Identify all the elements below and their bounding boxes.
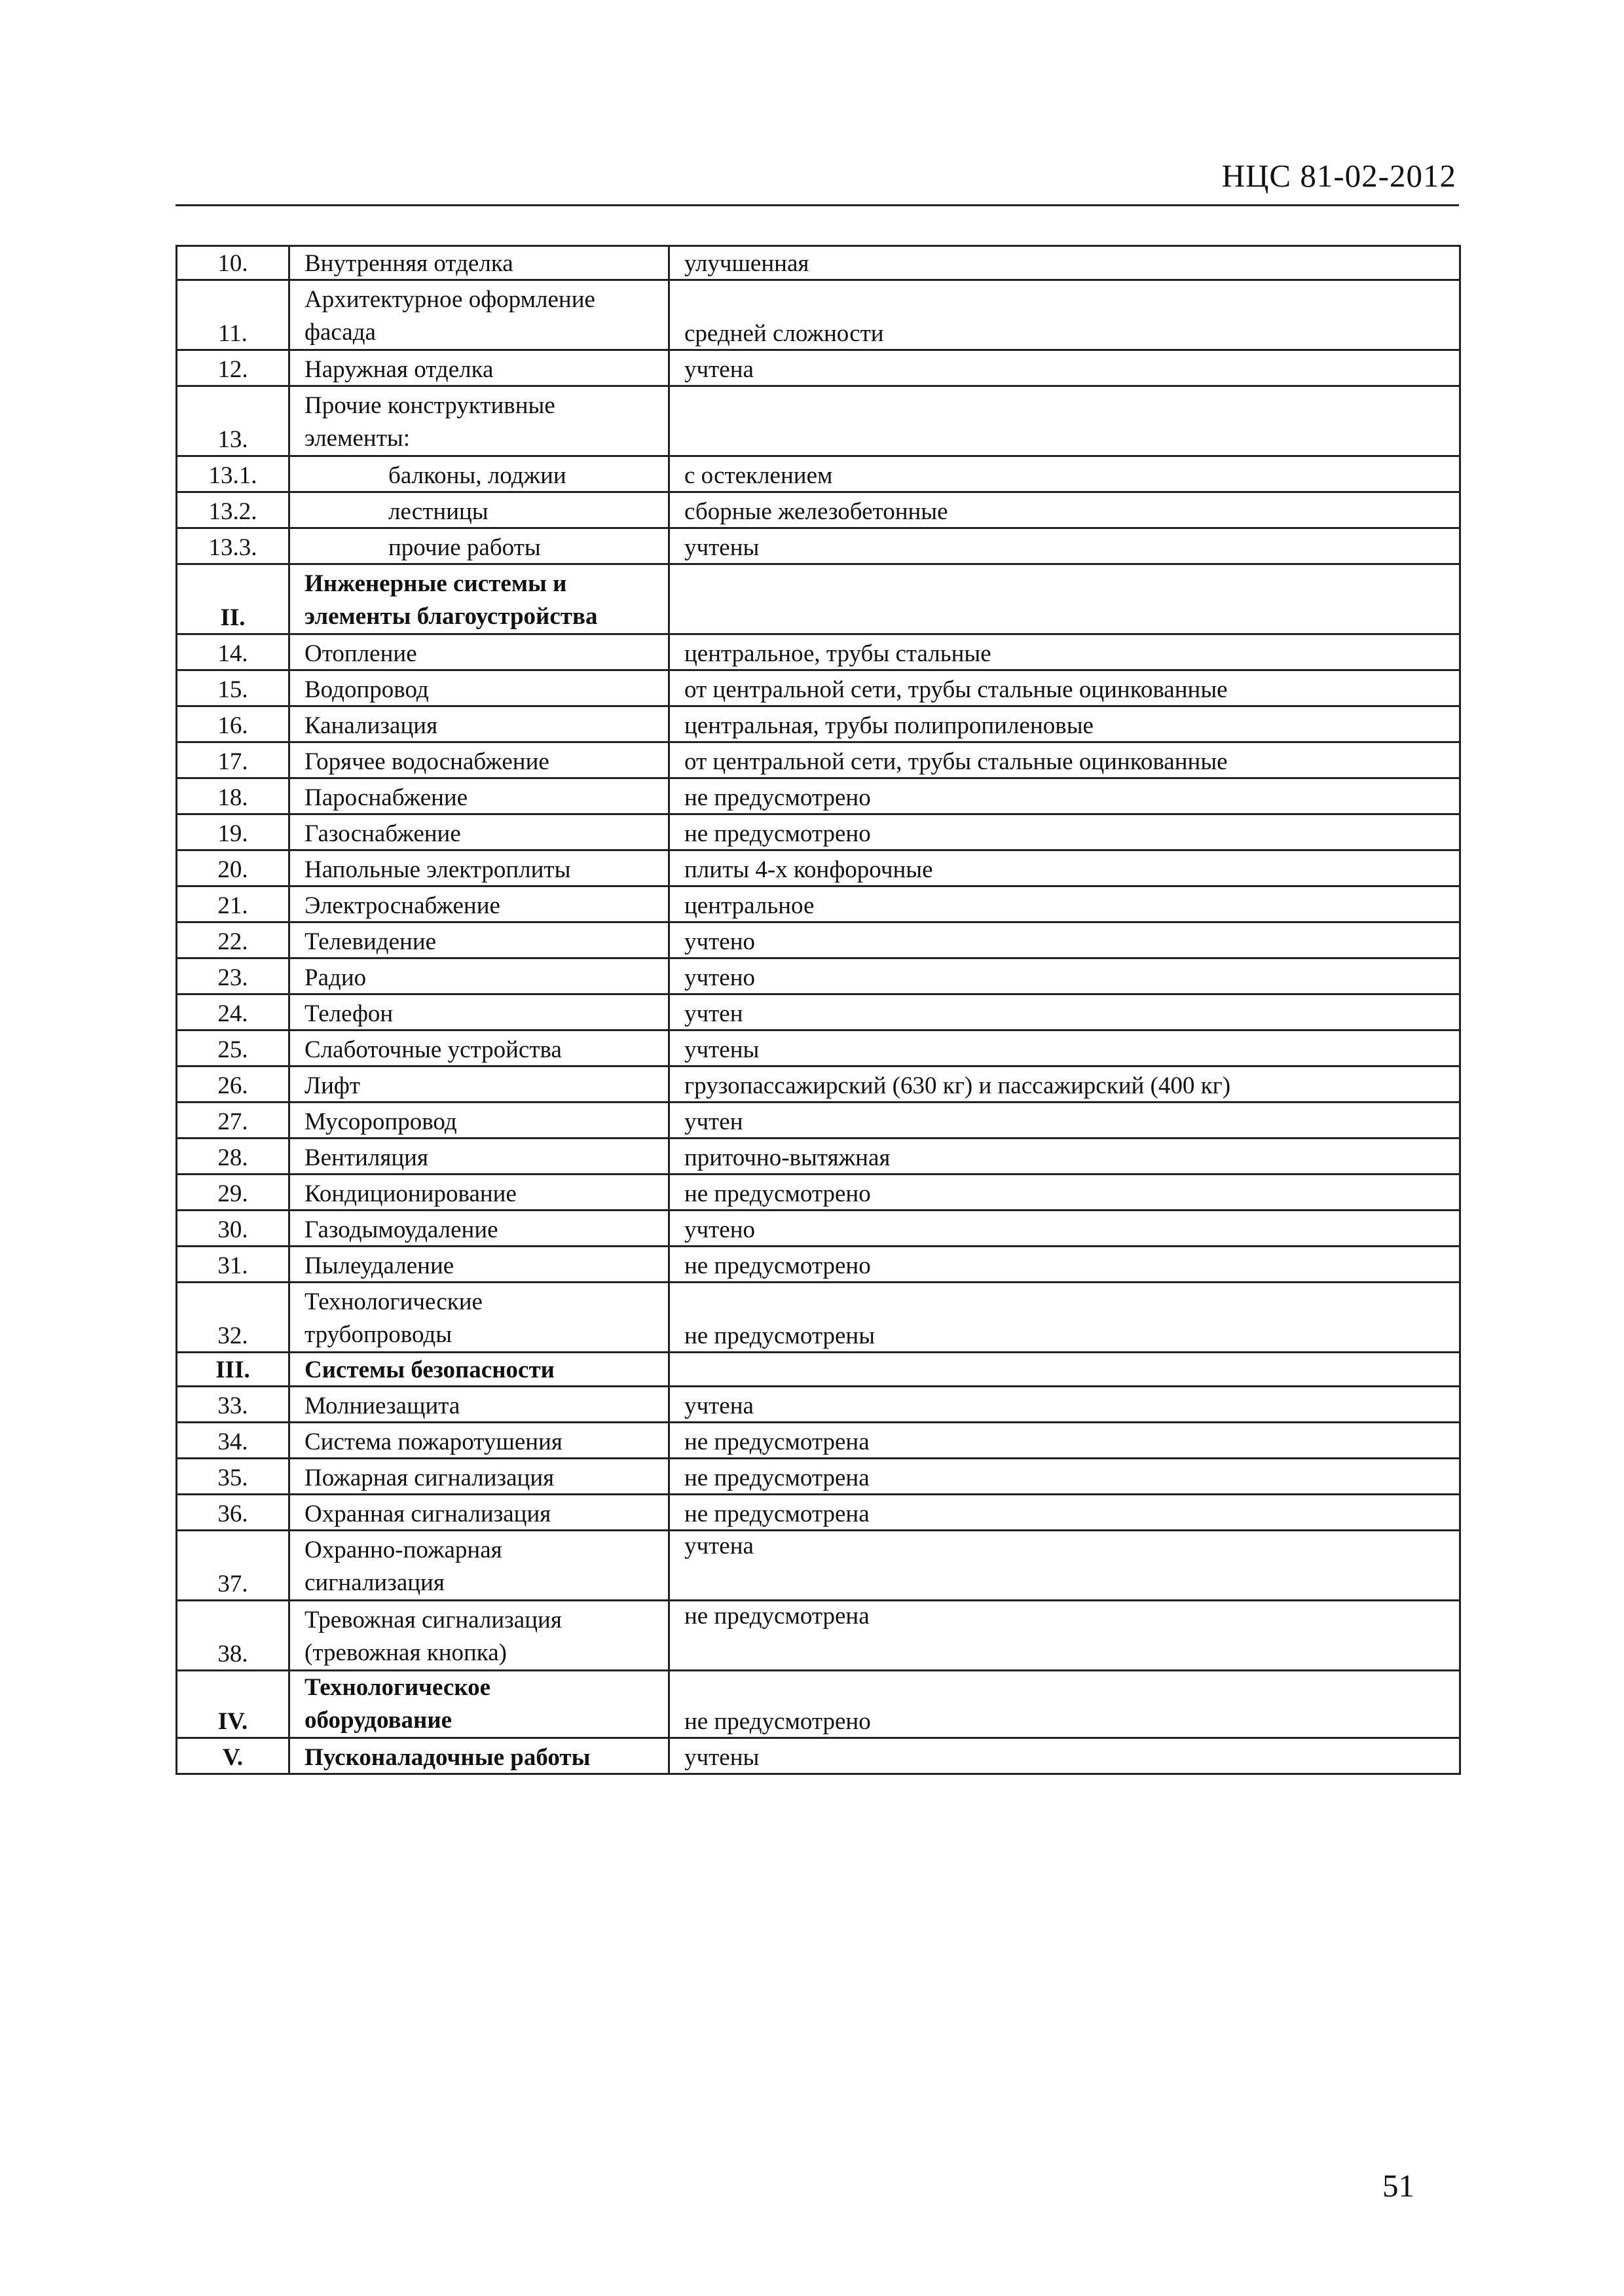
row-number: 13.1.: [177, 456, 289, 492]
row-value: центральная, трубы полипропиленовые: [669, 706, 1460, 742]
row-value: не предусмотрено: [669, 1671, 1460, 1738]
section-row: [177, 1353, 1460, 1387]
row-value: учтен: [669, 994, 1460, 1030]
row-value: центральное: [669, 886, 1460, 922]
row-value: учтены: [669, 1738, 1460, 1774]
row-name: [289, 280, 669, 350]
row-name: Канализация: [289, 706, 669, 742]
row-name: Радио: [289, 958, 669, 994]
row-name: Мусоропровод: [289, 1102, 669, 1139]
row-number: 13.2.: [177, 492, 289, 528]
row-name: лестницы: [289, 492, 669, 528]
row-value: учтена: [669, 350, 1460, 386]
table-row: [177, 634, 1460, 670]
row-name: балконы, лоджии: [289, 456, 669, 492]
row-name: [289, 386, 669, 456]
row-value: учтен: [669, 1102, 1460, 1139]
table-row: [177, 778, 1460, 814]
row-name-text: Тревожная сигнализация (тревожная кнопка): [304, 1607, 562, 1666]
header-rule: [175, 204, 1459, 206]
section-title: Системы безопасности: [289, 1353, 669, 1387]
row-number: 29.: [177, 1175, 289, 1211]
row-name: [289, 1531, 669, 1601]
section-title: Пусконаладочные работы: [289, 1738, 669, 1774]
row-value: приточно-вытяжная: [669, 1139, 1460, 1175]
row-name: Внутренняя отделка: [289, 246, 669, 280]
row-number: 27.: [177, 1102, 289, 1139]
row-value: не предусмотрена: [669, 1601, 1460, 1671]
section-number: V.: [177, 1738, 289, 1774]
section-title-text: Технологическое оборудование: [304, 1674, 491, 1734]
row-name-text: Архитектурное оформление фасада: [304, 286, 595, 346]
table-row: [177, 994, 1460, 1030]
table-row: [177, 350, 1460, 386]
row-name-text: Прочие конструктивные элементы:: [304, 392, 555, 452]
table-row: [177, 456, 1460, 492]
page-number: 51: [1382, 2168, 1414, 2204]
row-value: не предусмотрена: [669, 1459, 1460, 1495]
row-name: Кондиционирование: [289, 1175, 669, 1211]
row-value: с остеклением: [669, 456, 1460, 492]
row-number: 36.: [177, 1495, 289, 1531]
section-row: [177, 1738, 1460, 1774]
section-row: [177, 564, 1460, 634]
row-number: 18.: [177, 778, 289, 814]
table-row: [177, 280, 1460, 350]
row-number: 32.: [177, 1283, 289, 1353]
row-number: 25.: [177, 1030, 289, 1066]
table-row: [177, 886, 1460, 922]
row-number: 14.: [177, 634, 289, 670]
table-row: [177, 1531, 1460, 1601]
table-row: [177, 1175, 1460, 1211]
table-row: [177, 1247, 1460, 1283]
row-name: Отопление: [289, 634, 669, 670]
row-name: прочие работы: [289, 528, 669, 564]
row-number: 38.: [177, 1601, 289, 1671]
row-number: 15.: [177, 670, 289, 706]
row-name: Телефон: [289, 994, 669, 1030]
row-name: [289, 1283, 669, 1353]
table-row: [177, 1387, 1460, 1423]
row-name: Электроснабжение: [289, 886, 669, 922]
row-number: 17.: [177, 742, 289, 778]
row-value: сборные железобетонные: [669, 492, 1460, 528]
row-number: 13.3.: [177, 528, 289, 564]
row-name: Пылеудаление: [289, 1247, 669, 1283]
row-number: 19.: [177, 814, 289, 850]
row-value: не предусмотрено: [669, 778, 1460, 814]
row-name: Газоснабжение: [289, 814, 669, 850]
row-name: Система пожаротушения: [289, 1423, 669, 1459]
row-number: 28.: [177, 1139, 289, 1175]
row-name: Лифт: [289, 1066, 669, 1102]
row-value: не предусмотрена: [669, 1495, 1460, 1531]
section-row: [177, 1671, 1460, 1738]
row-name: Газодымоудаление: [289, 1211, 669, 1247]
table-row: [177, 528, 1460, 564]
table-row: [177, 492, 1460, 528]
table-row: [177, 1601, 1460, 1671]
row-value: [669, 1353, 1460, 1387]
row-name: Водопровод: [289, 670, 669, 706]
row-value: от центральной сети, трубы стальные оцинкованные: [669, 742, 1460, 778]
row-number: 24.: [177, 994, 289, 1030]
row-value: не предусмотрено: [669, 1175, 1460, 1211]
row-name: Слаботочные устройства: [289, 1030, 669, 1066]
row-value: не предусмотрено: [669, 1247, 1460, 1283]
row-number: 12.: [177, 350, 289, 386]
table-row: [177, 246, 1460, 280]
row-value: от центральной сети, трубы стальные оцинкованные: [669, 670, 1460, 706]
section-number: II.: [177, 564, 289, 634]
section-number: IV.: [177, 1671, 289, 1738]
row-value: учтены: [669, 1030, 1460, 1066]
row-value: не предусмотрено: [669, 814, 1460, 850]
row-name: Горячее водоснабжение: [289, 742, 669, 778]
row-number: 33.: [177, 1387, 289, 1423]
row-name: Пароснабжение: [289, 778, 669, 814]
section-title: [289, 564, 669, 634]
row-name: Телевидение: [289, 922, 669, 958]
row-number: 34.: [177, 1423, 289, 1459]
row-value: учтены: [669, 528, 1460, 564]
table-row: [177, 1423, 1460, 1459]
row-value: не предусмотрены: [669, 1283, 1460, 1353]
row-value: плиты 4-х конфорочные: [669, 850, 1460, 886]
row-value: [669, 564, 1460, 634]
row-value: учтено: [669, 1211, 1460, 1247]
row-value: грузопассажирский (630 кг) и пассажирский (400 кг): [669, 1066, 1460, 1102]
row-number: 21.: [177, 886, 289, 922]
row-value: центральное, трубы стальные: [669, 634, 1460, 670]
table-row: [177, 706, 1460, 742]
row-value: [669, 386, 1460, 456]
table-row: [177, 922, 1460, 958]
row-value: улучшенная: [669, 246, 1460, 280]
row-value: учтена: [669, 1531, 1460, 1601]
row-number: 35.: [177, 1459, 289, 1495]
table-row: [177, 1102, 1460, 1139]
row-number: 13.: [177, 386, 289, 456]
row-name-text: Технологические трубопроводы: [304, 1288, 483, 1348]
row-value: учтено: [669, 958, 1460, 994]
table-row: [177, 1459, 1460, 1495]
table-row: [177, 814, 1460, 850]
row-number: 16.: [177, 706, 289, 742]
row-name-text: Охранно-пожарная сигнализация: [304, 1537, 502, 1596]
table-row: [177, 1066, 1460, 1102]
section-title: [289, 1671, 669, 1738]
row-name: [289, 1601, 669, 1671]
table-row: [177, 386, 1460, 456]
row-name: Напольные электроплиты: [289, 850, 669, 886]
table-row: [177, 850, 1460, 886]
section-number: III.: [177, 1353, 289, 1387]
table-row: [177, 742, 1460, 778]
row-number: 31.: [177, 1247, 289, 1283]
table-row: [177, 1283, 1460, 1353]
table-row: [177, 1139, 1460, 1175]
row-name: Охранная сигнализация: [289, 1495, 669, 1531]
row-value: средней сложности: [669, 280, 1460, 350]
row-number: 10.: [177, 246, 289, 280]
row-number: 26.: [177, 1066, 289, 1102]
row-value: учтено: [669, 922, 1460, 958]
section-title-text: Инженерные системы и элементы благоустройства: [304, 570, 598, 630]
specification-table: [175, 245, 1461, 1775]
row-number: 20.: [177, 850, 289, 886]
table-row: [177, 1495, 1460, 1531]
table-row: [177, 1211, 1460, 1247]
row-name: Наружная отделка: [289, 350, 669, 386]
row-name: Молниезащита: [289, 1387, 669, 1423]
row-number: 23.: [177, 958, 289, 994]
row-name: Вентиляция: [289, 1139, 669, 1175]
row-number: 11.: [177, 280, 289, 350]
row-value: не предусмотрена: [669, 1423, 1460, 1459]
row-number: 30.: [177, 1211, 289, 1247]
document-code: НЦС 81-02-2012: [1221, 158, 1456, 194]
row-value: учтена: [669, 1387, 1460, 1423]
table-row: [177, 670, 1460, 706]
table-row: [177, 1030, 1460, 1066]
row-number: 37.: [177, 1531, 289, 1601]
table-row: [177, 958, 1460, 994]
row-number: 22.: [177, 922, 289, 958]
row-name: Пожарная сигнализация: [289, 1459, 669, 1495]
